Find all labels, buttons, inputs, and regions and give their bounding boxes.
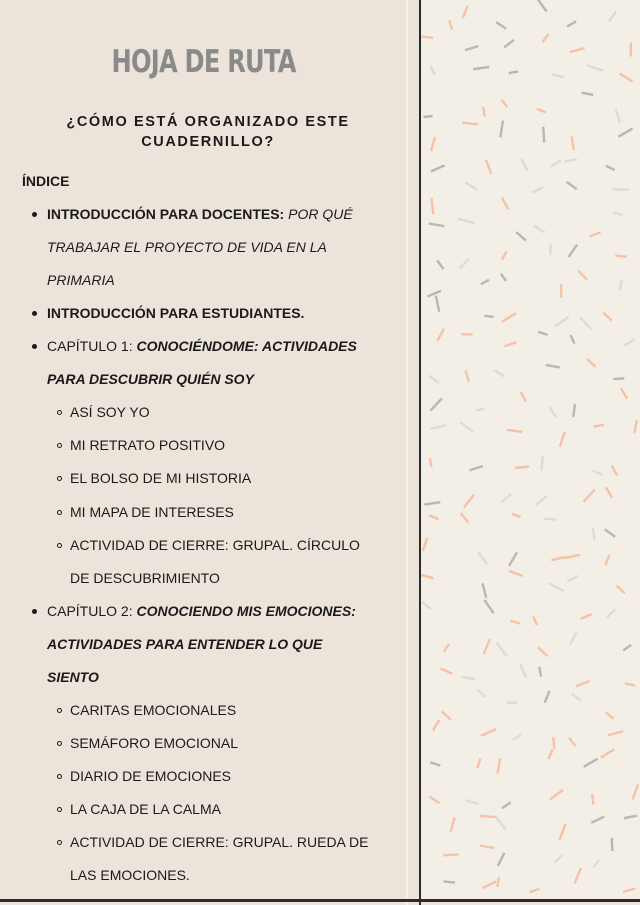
confetti-stroke bbox=[616, 109, 620, 123]
confetti-stroke bbox=[549, 583, 564, 591]
confetti-stroke bbox=[500, 121, 503, 138]
confetti-stroke bbox=[633, 784, 638, 799]
confetti-stroke bbox=[442, 711, 451, 720]
confetti-stroke bbox=[501, 494, 511, 503]
confetti-stroke bbox=[507, 430, 522, 432]
confetti-stroke bbox=[605, 529, 616, 537]
confetti-stroke bbox=[530, 889, 540, 893]
confetti-stroke bbox=[593, 528, 595, 540]
confetti-stroke bbox=[478, 690, 486, 698]
confetti-stroke bbox=[520, 664, 526, 678]
confetti-stroke bbox=[521, 159, 528, 171]
confetti-stroke bbox=[538, 332, 547, 335]
confetti-stroke bbox=[548, 749, 553, 759]
confetti-stroke bbox=[623, 645, 631, 651]
confetti-stroke bbox=[461, 513, 469, 523]
confetti-stroke bbox=[436, 296, 439, 312]
confetti-stroke bbox=[613, 212, 623, 215]
intro-docentes-text-line-3: PRIMARIA bbox=[47, 272, 115, 288]
confetti-stroke bbox=[543, 34, 549, 43]
confetti-stroke bbox=[569, 245, 578, 258]
confetti-stroke bbox=[620, 73, 633, 81]
confetti-stroke bbox=[603, 313, 611, 321]
confetti-stroke bbox=[505, 342, 517, 346]
confetti-stroke bbox=[430, 458, 432, 467]
confetti-stroke bbox=[533, 187, 544, 193]
confetti-stroke bbox=[569, 738, 575, 746]
confetti-stroke bbox=[624, 816, 637, 819]
confetti-stroke bbox=[576, 681, 589, 686]
confetti-stroke bbox=[428, 291, 442, 297]
confetti-stroke bbox=[478, 552, 487, 565]
bottom-border bbox=[0, 899, 640, 902]
confetti-stroke bbox=[541, 456, 543, 471]
list-item-capitulo-1 bbox=[47, 336, 357, 356]
confetti-stroke bbox=[498, 853, 505, 866]
confetti-stroke bbox=[465, 182, 477, 190]
confetti-stroke bbox=[587, 65, 603, 70]
confetti-stroke bbox=[469, 466, 483, 470]
confetti-stroke bbox=[509, 552, 517, 566]
confetti-stroke bbox=[612, 838, 613, 851]
sub-bullet-circle bbox=[57, 840, 62, 845]
index-heading: ÍNDICE bbox=[22, 173, 70, 189]
sub-item-continuation: LAS EMOCIONES. bbox=[70, 867, 190, 883]
confetti-stroke bbox=[584, 489, 596, 502]
confetti-stroke bbox=[550, 407, 556, 417]
page-title: HOJA DE RUTA bbox=[111, 44, 296, 80]
confetti-stroke bbox=[473, 67, 489, 69]
confetti-stroke bbox=[533, 617, 537, 625]
confetti-stroke bbox=[623, 889, 636, 893]
confetti-stroke bbox=[567, 182, 577, 189]
capitulo-1-label: CAPÍTULO 1: bbox=[47, 338, 133, 354]
confetti-stroke bbox=[575, 868, 582, 883]
confetti-stroke bbox=[494, 370, 504, 376]
confetti-stroke bbox=[484, 600, 493, 613]
confetti-stroke bbox=[570, 48, 585, 52]
confetti-stroke bbox=[484, 639, 490, 654]
confetti-stroke bbox=[501, 274, 506, 281]
confetti-stroke bbox=[617, 586, 625, 594]
confetti-stroke bbox=[422, 602, 431, 610]
intro-docentes-text: POR QUÉ bbox=[288, 206, 353, 222]
confetti-stroke bbox=[565, 159, 577, 161]
confetti-stroke bbox=[587, 359, 596, 367]
intro-docentes-label: INTRODUCCIÓN PARA DOCENTES: bbox=[47, 206, 285, 222]
confetti-stroke bbox=[431, 165, 445, 171]
sub-item: DIARIO DE EMOCIONES bbox=[70, 768, 232, 784]
confetti-stroke bbox=[502, 802, 511, 808]
confetti-stroke bbox=[424, 116, 433, 117]
confetti-stroke bbox=[444, 644, 449, 652]
confetti-stroke bbox=[441, 668, 453, 673]
confetti-stroke bbox=[497, 877, 499, 887]
confetti-stroke bbox=[462, 123, 478, 125]
confetti-stroke bbox=[429, 797, 439, 804]
confetti-stroke bbox=[573, 404, 575, 417]
list-item-capitulo-2 bbox=[47, 601, 356, 621]
confetti-stroke bbox=[538, 0, 547, 12]
confetti-stroke bbox=[496, 22, 506, 29]
confetti-stroke bbox=[536, 496, 547, 505]
sub-item: MI MAPA DE INTERESES bbox=[70, 504, 234, 520]
confetti-stroke bbox=[634, 420, 637, 433]
confetti-stroke bbox=[555, 317, 568, 327]
confetti-stroke bbox=[502, 313, 516, 322]
confetti-stroke bbox=[481, 280, 489, 285]
subtitle-line-2: CUADERNILLO? bbox=[141, 134, 275, 150]
confetti-stroke bbox=[545, 691, 550, 703]
bullet-dot bbox=[32, 311, 37, 316]
sub-bullet-circle bbox=[57, 476, 62, 481]
confetti-stroke bbox=[594, 425, 605, 427]
confetti-stroke bbox=[612, 189, 629, 190]
sub-item: CARITAS EMOCIONALES bbox=[70, 702, 237, 718]
confetti-stroke bbox=[621, 388, 627, 399]
confetti-stroke bbox=[480, 846, 494, 849]
confetti-stroke bbox=[564, 555, 580, 558]
confetti-stroke bbox=[534, 226, 545, 233]
confetti-stroke bbox=[543, 127, 544, 143]
confetti-stroke bbox=[606, 166, 615, 171]
panel-divider-light bbox=[406, 0, 408, 905]
confetti-stroke bbox=[430, 762, 440, 765]
confetti-stroke bbox=[601, 749, 615, 757]
confetti-stroke bbox=[606, 712, 614, 719]
bullet-dot bbox=[32, 344, 37, 349]
confetti-stroke bbox=[559, 824, 565, 840]
bullet-dot bbox=[32, 609, 37, 614]
confetti-stroke bbox=[423, 538, 427, 551]
confetti-stroke bbox=[432, 198, 434, 214]
subtitle-line-1: ¿CÓMO ESTÁ ORGANIZADO ESTE bbox=[66, 114, 350, 130]
confetti-stroke bbox=[497, 643, 507, 656]
confetti-stroke bbox=[484, 316, 493, 317]
confetti-stroke bbox=[483, 107, 485, 117]
confetti-stroke bbox=[429, 224, 445, 227]
confetti-stroke bbox=[582, 93, 594, 95]
confetti-stroke bbox=[591, 817, 604, 823]
capitulo-2-title-line-3: SIENTO bbox=[47, 669, 99, 685]
confetti-stroke bbox=[606, 487, 612, 497]
list-item-intro-estudiantes: INTRODUCCIÓN PARA ESTUDIANTES. bbox=[47, 305, 305, 321]
confetti-stroke bbox=[421, 574, 433, 578]
capitulo-2-label: CAPÍTULO 2: bbox=[47, 603, 133, 619]
confetti-stroke bbox=[578, 271, 587, 280]
confetti-stroke bbox=[481, 729, 496, 736]
capitulo-1-title: CONOCIÉNDOME: ACTIVIDADES bbox=[136, 338, 357, 354]
confetti-stroke bbox=[584, 759, 598, 767]
sub-bullet-circle bbox=[57, 410, 62, 415]
confetti-stroke bbox=[429, 376, 439, 383]
confetti-stroke bbox=[609, 12, 616, 21]
capitulo-1-title-line-2: PARA DESCUBRIR QUIÉN SOY bbox=[47, 371, 254, 387]
bullet-dot bbox=[32, 212, 37, 217]
confetti-stroke bbox=[521, 392, 526, 402]
confetti-stroke bbox=[463, 6, 468, 18]
confetti-stroke bbox=[593, 860, 598, 868]
confetti-stroke bbox=[466, 370, 469, 382]
confetti-stroke bbox=[620, 280, 621, 290]
confetti-stroke bbox=[498, 759, 500, 774]
confetti-pattern bbox=[421, 0, 640, 899]
confetti-stroke bbox=[593, 471, 603, 475]
confetti-stroke bbox=[462, 677, 475, 679]
confetti-stroke bbox=[483, 583, 487, 598]
page-subtitle bbox=[50, 112, 366, 152]
confetti-stroke bbox=[580, 317, 592, 329]
confetti-stroke bbox=[618, 129, 632, 137]
confetti-stroke bbox=[571, 693, 580, 700]
confetti-stroke bbox=[424, 502, 440, 504]
confetti-stroke bbox=[592, 794, 593, 804]
confetti-stroke bbox=[443, 854, 458, 855]
confetti-stroke bbox=[550, 161, 561, 167]
confetti-stroke bbox=[466, 800, 479, 804]
confetti-pattern-panel bbox=[421, 0, 640, 899]
confetti-stroke bbox=[437, 260, 443, 269]
confetti-stroke bbox=[509, 71, 518, 73]
confetti-stroke bbox=[607, 609, 616, 617]
confetti-stroke bbox=[546, 365, 560, 367]
sub-bullet-circle bbox=[57, 708, 62, 713]
confetti-stroke bbox=[572, 136, 574, 150]
sub-item: MI RETRATO POSITIVO bbox=[70, 437, 226, 453]
confetti-stroke bbox=[612, 466, 618, 476]
confetti-stroke bbox=[571, 335, 575, 344]
confetti-stroke bbox=[477, 759, 480, 769]
sub-item: ACTIVIDAD DE CIERRE: GRUPAL. CÍRCULO bbox=[70, 537, 360, 553]
confetti-stroke bbox=[553, 737, 554, 748]
sub-bullet-circle bbox=[57, 543, 62, 548]
confetti-stroke bbox=[502, 100, 507, 107]
confetti-stroke bbox=[552, 74, 564, 77]
list-item-intro-docentes bbox=[47, 204, 353, 224]
confetti-stroke bbox=[496, 817, 506, 830]
sub-bullet-circle bbox=[57, 774, 62, 779]
confetti-stroke bbox=[567, 21, 576, 26]
confetti-stroke bbox=[555, 855, 563, 862]
sub-item: EL BOLSO DE MI HISTORIA bbox=[70, 470, 252, 486]
confetti-stroke bbox=[625, 683, 635, 685]
confetti-stroke bbox=[537, 109, 546, 113]
confetti-stroke bbox=[590, 232, 601, 236]
confetti-stroke bbox=[437, 329, 444, 341]
confetti-stroke bbox=[486, 160, 491, 174]
confetti-stroke bbox=[464, 495, 474, 508]
sub-bullet-circle bbox=[57, 510, 62, 515]
intro-docentes-text-line-2: TRABAJAR EL PROYECTO DE VIDA EN LA bbox=[47, 239, 327, 255]
confetti-stroke bbox=[421, 36, 433, 38]
confetti-stroke bbox=[539, 667, 541, 677]
confetti-stroke bbox=[465, 46, 478, 50]
confetti-stroke bbox=[509, 571, 523, 576]
sub-bullet-circle bbox=[57, 807, 62, 812]
sub-bullet-circle bbox=[57, 443, 62, 448]
sub-item: SEMÁFORO EMOCIONAL bbox=[70, 735, 239, 751]
confetti-stroke bbox=[460, 259, 469, 269]
confetti-stroke bbox=[433, 720, 439, 731]
sub-item: ACTIVIDAD DE CIERRE: GRUPAL. RUEDA DE bbox=[70, 834, 369, 850]
confetti-stroke bbox=[608, 731, 623, 735]
confetti-stroke bbox=[581, 614, 592, 619]
capitulo-2-title: CONOCIENDO MIS EMOCIONES: bbox=[136, 603, 356, 619]
confetti-stroke bbox=[429, 515, 439, 519]
sub-item: ASÍ SOY YO bbox=[70, 404, 150, 420]
confetti-stroke bbox=[567, 576, 578, 581]
confetti-stroke bbox=[431, 137, 435, 151]
confetti-stroke bbox=[443, 881, 455, 882]
confetti-stroke bbox=[480, 816, 496, 817]
confetti-stroke bbox=[431, 398, 442, 410]
confetti-stroke bbox=[560, 432, 565, 447]
confetti-stroke bbox=[511, 621, 521, 624]
confetti-stroke bbox=[476, 409, 485, 411]
confetti-stroke bbox=[502, 251, 507, 259]
sub-item: LA CAJA DE LA CALMA bbox=[70, 801, 221, 817]
confetti-stroke bbox=[516, 232, 526, 241]
confetti-stroke bbox=[512, 514, 521, 517]
confetti-stroke bbox=[430, 66, 435, 75]
confetti-stroke bbox=[624, 339, 635, 345]
confetti-stroke bbox=[504, 40, 514, 48]
confetti-stroke bbox=[613, 378, 624, 379]
sub-item-continuation: DE DESCUBRIMIENTO bbox=[70, 570, 220, 586]
confetti-stroke bbox=[458, 219, 474, 223]
capitulo-2-title-line-2: ACTIVIDADES PARA ENTENDER LO QUE bbox=[47, 636, 323, 652]
confetti-stroke bbox=[513, 735, 521, 740]
confetti-stroke bbox=[515, 467, 529, 469]
confetti-stroke bbox=[451, 818, 455, 832]
confetti-stroke bbox=[482, 882, 496, 889]
confetti-stroke bbox=[606, 555, 610, 565]
confetti-stroke bbox=[615, 256, 627, 257]
confetti-stroke bbox=[550, 790, 563, 800]
confetti-stroke bbox=[551, 557, 565, 560]
confetti-stroke bbox=[449, 21, 452, 30]
confetti-stroke bbox=[430, 425, 446, 429]
confetti-stroke bbox=[502, 197, 508, 209]
confetti-stroke bbox=[544, 519, 557, 520]
confetti-stroke bbox=[570, 632, 577, 644]
confetti-stroke bbox=[460, 423, 473, 432]
sub-bullet-circle bbox=[57, 741, 62, 746]
confetti-stroke bbox=[538, 647, 548, 656]
